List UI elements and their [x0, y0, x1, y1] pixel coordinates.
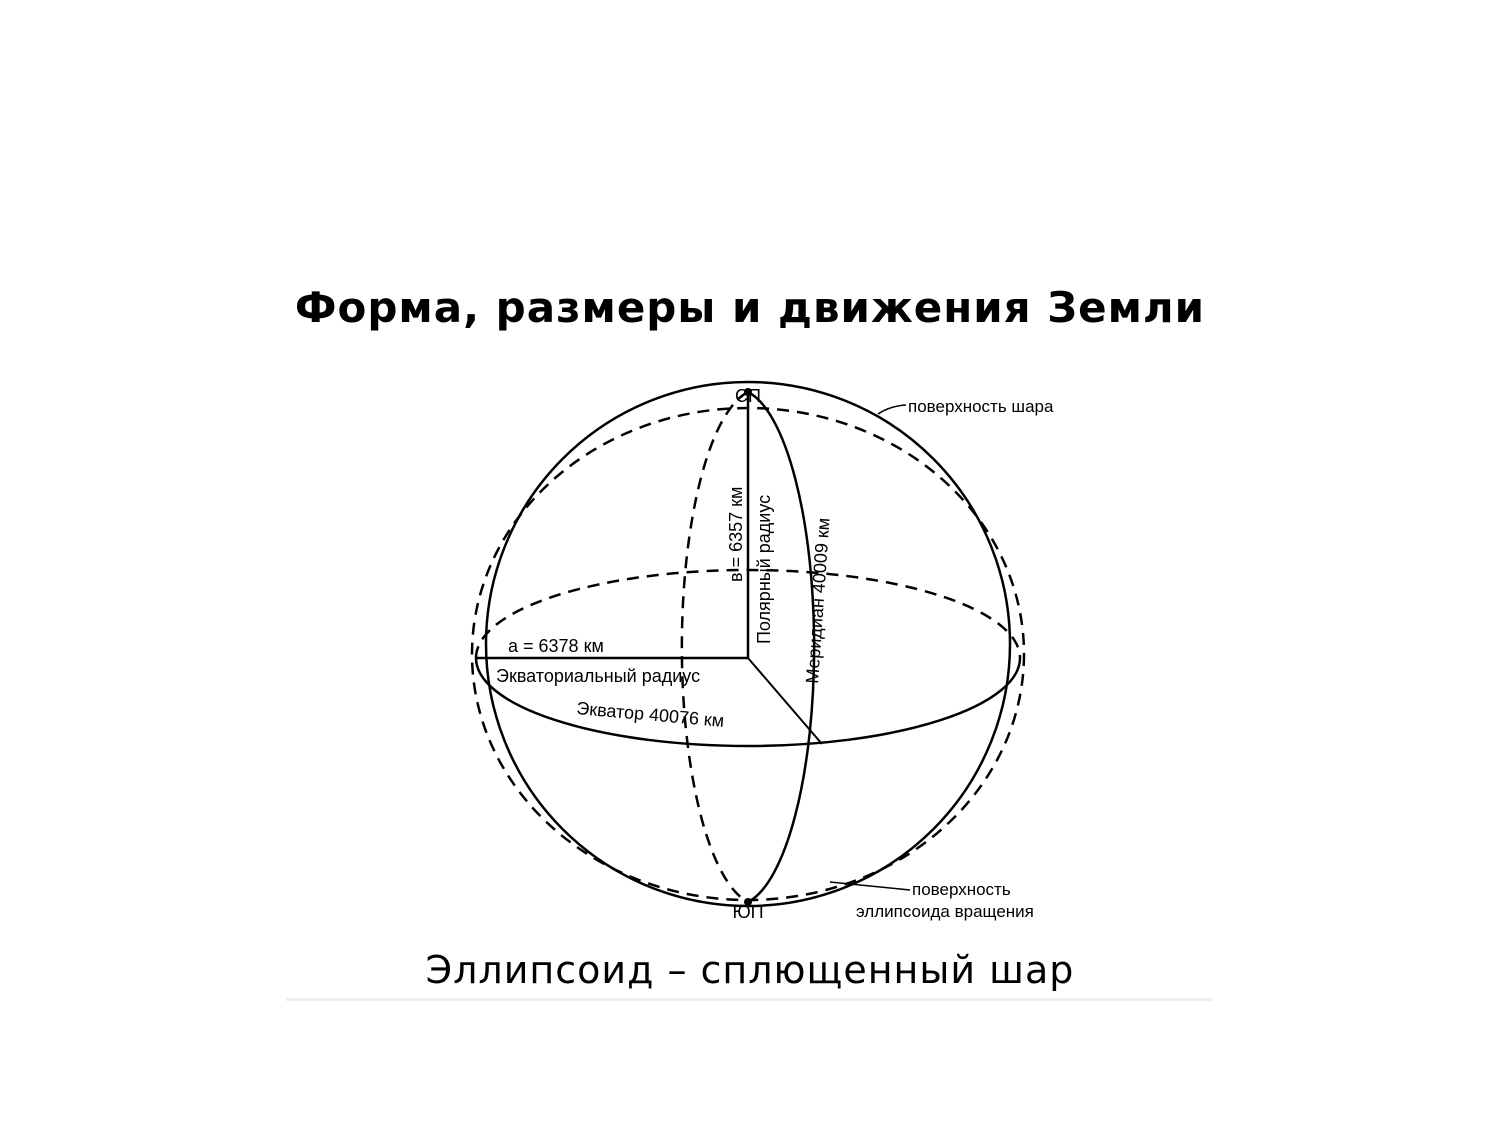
polar-radius-value: в = 6357 км	[726, 486, 746, 582]
slide-caption: Эллипсоид – сплющенный шар	[425, 948, 1075, 992]
ellipsoid-surface-label-line2: эллипсоида вращения	[856, 902, 1034, 921]
north-pole-label: СП	[735, 386, 761, 406]
leader-sphere-surface	[878, 405, 906, 414]
equatorial-radius-value: а = 6378 км	[508, 636, 604, 656]
ellipsoid-diagram	[440, 372, 1140, 932]
bottom-divider	[286, 998, 1212, 1001]
equatorial-radius-name: Экваториальный радиус	[496, 666, 701, 686]
sphere-surface-label: поверхность шара	[908, 397, 1054, 416]
equator-label: Экватор 40076 км	[575, 698, 726, 731]
slide-title: Форма, размеры и движения Земли	[294, 283, 1206, 332]
polar-radius-name: Полярный радиус	[754, 494, 774, 644]
south-pole-label: ЮП	[732, 902, 764, 922]
meridian-label: Меридиан 40009 км	[802, 517, 834, 685]
ellipsoid-surface-label-line1: поверхность	[912, 880, 1011, 899]
meridian-back	[682, 392, 748, 902]
